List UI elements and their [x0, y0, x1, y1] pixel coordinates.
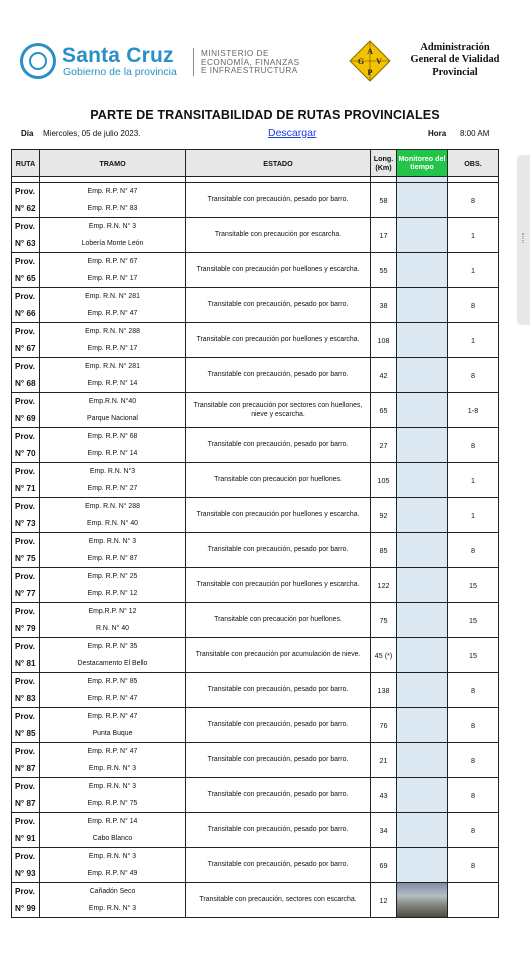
length-cell: 92: [371, 498, 397, 533]
segment-cell: Emp. R.N. N° 3 Emp. R.P. N° 75: [40, 778, 186, 813]
segment-cell: Emp. R.P. N° 47 Emp. R.P. N° 83: [40, 183, 186, 218]
route-cell: Prov. N° 93: [12, 848, 40, 883]
length-cell: 76: [371, 708, 397, 743]
weather-monitor-cell: [397, 463, 448, 498]
status-cell: Transitable con precaución, pesado por barro.: [186, 358, 371, 393]
header-divider: [193, 48, 194, 76]
status-cell: Transitable con precaución, sectores con escarcha.: [186, 883, 371, 918]
weather-monitor-cell: [397, 743, 448, 778]
observation-cell: 15: [448, 638, 499, 673]
length-cell: 58: [371, 183, 397, 218]
agvp-letter-p: P: [367, 68, 373, 77]
observation-cell: 15: [448, 603, 499, 638]
table-row: [12, 288, 499, 323]
length-cell: 45 (*): [371, 638, 397, 673]
observation-cell: [448, 883, 499, 918]
route-cell: Prov. N° 73: [12, 498, 40, 533]
table-header-row: [12, 150, 499, 177]
weather-camera-thumbnail[interactable]: [397, 883, 447, 917]
agvp-letter-a: A: [367, 47, 373, 56]
length-cell: 42: [371, 358, 397, 393]
table-row: [12, 673, 499, 708]
route-cell: Prov. N° 99: [12, 883, 40, 918]
table-row: [12, 393, 499, 428]
agvp-name: Administración General de Vialidad Provincial: [410, 42, 500, 78]
status-cell: Transitable con precaución por huellones.: [186, 463, 371, 498]
header-ruta: RUTA: [12, 150, 40, 177]
weather-monitor-cell: [397, 358, 448, 393]
segment-cell: Emp. R.N. N° 3 Emp. R.P. N° 49: [40, 848, 186, 883]
time-label: Hora: [428, 129, 447, 138]
status-cell: Transitable con precaución por huellones.: [186, 603, 371, 638]
weather-monitor-cell: [397, 428, 448, 463]
route-cell: Prov. N° 70: [12, 428, 40, 463]
length-cell: 17: [371, 218, 397, 253]
observation-cell: 1: [448, 323, 499, 358]
segment-cell: Emp. R.N. N° 281 Emp. R.P. N° 14: [40, 358, 186, 393]
santa-cruz-brand: Santa Cruz: [62, 44, 174, 67]
weather-monitor-cell[interactable]: [397, 883, 448, 918]
table-row: [12, 813, 499, 848]
segment-cell: Emp. R.P. N° 67 Emp. R.P. N° 17: [40, 253, 186, 288]
status-cell: Transitable con precaución por huellones y escarcha.: [186, 498, 371, 533]
weather-monitor-cell: [397, 568, 448, 603]
segment-cell: Emp. R.P. N° 47 Emp. R.N. N° 3: [40, 743, 186, 778]
segment-cell: Emp. R.N. N° 288 Emp. R.N. N° 40: [40, 498, 186, 533]
segment-cell: Emp. R.P. N° 68 Emp. R.P. N° 14: [40, 428, 186, 463]
route-cell: Prov. N° 79: [12, 603, 40, 638]
status-cell: Transitable con precaución, pesado por barro.: [186, 848, 371, 883]
observation-cell: 8: [448, 673, 499, 708]
observation-cell: 8: [448, 428, 499, 463]
weather-monitor-cell: [397, 638, 448, 673]
table-row: [12, 533, 499, 568]
weather-monitor-cell: [397, 848, 448, 883]
observation-cell: 8: [448, 708, 499, 743]
route-cell: Prov. N° 87: [12, 743, 40, 778]
weather-monitor-cell: [397, 323, 448, 358]
time-value: 8:00 AM: [460, 129, 490, 138]
header-tramo: TRAMO: [40, 150, 186, 177]
route-cell: Prov. N° 66: [12, 288, 40, 323]
table-row: [12, 498, 499, 533]
table-row: [12, 568, 499, 603]
route-cell: Prov. N° 71: [12, 463, 40, 498]
route-cell: Prov. N° 62: [12, 183, 40, 218]
observation-cell: 8: [448, 848, 499, 883]
table-row: [12, 638, 499, 673]
length-cell: 108: [371, 323, 397, 358]
length-cell: 43: [371, 778, 397, 813]
route-cell: Prov. N° 85: [12, 708, 40, 743]
observation-cell: 8: [448, 813, 499, 848]
table-row: [12, 183, 499, 218]
weather-monitor-cell: [397, 393, 448, 428]
weather-monitor-cell: [397, 218, 448, 253]
status-cell: Transitable con precaución por escarcha.: [186, 218, 371, 253]
segment-cell: Emp. R.N. N° 288 Emp. R.P. N° 17: [40, 323, 186, 358]
header-estado: ESTADO: [186, 150, 371, 177]
table-row: [12, 253, 499, 288]
observation-cell: 8: [448, 288, 499, 323]
segment-cell: Emp. R.P. N° 25 Emp. R.P. N° 12: [40, 568, 186, 603]
length-cell: 122: [371, 568, 397, 603]
weather-monitor-cell: [397, 183, 448, 218]
table-row: [12, 778, 499, 813]
status-cell: Transitable con precaución por huellones y escarcha.: [186, 253, 371, 288]
table-row: [12, 428, 499, 463]
length-cell: 85: [371, 533, 397, 568]
status-cell: Transitable con precaución por huellones y escarcha.: [186, 568, 371, 603]
route-cell: Prov. N° 69: [12, 393, 40, 428]
scrollbar-handle[interactable]: [517, 155, 530, 325]
route-cell: Prov. N° 83: [12, 673, 40, 708]
length-cell: 21: [371, 743, 397, 778]
weather-monitor-cell: [397, 603, 448, 638]
weather-monitor-cell: [397, 288, 448, 323]
status-cell: Transitable con precaución, pesado por barro.: [186, 778, 371, 813]
observation-cell: 1: [448, 253, 499, 288]
observation-cell: 8: [448, 743, 499, 778]
weather-monitor-cell: [397, 778, 448, 813]
date-label: Día: [21, 129, 34, 138]
agvp-diamond-logo-icon: [349, 40, 391, 82]
observation-cell: 1: [448, 463, 499, 498]
length-cell: 138: [371, 673, 397, 708]
route-cell: Prov. N° 67: [12, 323, 40, 358]
segment-cell: Emp. R.N. N° 3 Lobería Monte León: [40, 218, 186, 253]
segment-cell: Emp. R.P. N° 35 Destacamento El Bello: [40, 638, 186, 673]
observation-cell: 1: [448, 218, 499, 253]
observation-cell: 15: [448, 568, 499, 603]
route-cell: Prov. N° 87: [12, 778, 40, 813]
table-row: [12, 323, 499, 358]
length-cell: 38: [371, 288, 397, 323]
length-cell: 12: [371, 883, 397, 918]
status-cell: Transitable con precaución, pesado por barro.: [186, 743, 371, 778]
download-link[interactable]: Descargar: [268, 127, 317, 139]
table-row: [12, 743, 499, 778]
length-cell: 75: [371, 603, 397, 638]
status-cell: Transitable con precaución, pesado por barro.: [186, 288, 371, 323]
segment-cell: Cañadón Seco Emp. R.N. N° 3: [40, 883, 186, 918]
observation-cell: 8: [448, 358, 499, 393]
table-row: [12, 603, 499, 638]
date-value: Miercoles, 05 de julio 2023.: [43, 129, 141, 138]
table-row: [12, 358, 499, 393]
ministry-name: MINISTERIO DE ECONOMÍA, FINANZAS E INFRAESTRUCTURA: [201, 49, 300, 76]
santa-cruz-emblem-icon: [20, 43, 56, 79]
agvp-letter-g: G: [357, 57, 365, 66]
segment-cell: Emp.R.N. N°40 Parque Nacional: [40, 393, 186, 428]
status-cell: Transitable con precaución, pesado por barro.: [186, 428, 371, 463]
segment-cell: Emp. R.P. N° 14 Cabo Blanco: [40, 813, 186, 848]
weather-monitor-cell: [397, 708, 448, 743]
status-cell: Transitable con precaución por sectores con huellones, nieve y escarcha.: [186, 393, 371, 428]
table-row: [12, 218, 499, 253]
segment-cell: Emp.R.P. N° 12 R.N. N° 40: [40, 603, 186, 638]
route-cell: Prov. N° 91: [12, 813, 40, 848]
weather-monitor-cell: [397, 253, 448, 288]
agvp-letter-v: V: [376, 57, 382, 66]
length-cell: 34: [371, 813, 397, 848]
status-cell: Transitable con precaución por huellones y escarcha.: [186, 323, 371, 358]
length-cell: 65: [371, 393, 397, 428]
observation-cell: 1: [448, 498, 499, 533]
header-monitoreo: Monitoreo del tiempo: [397, 150, 448, 177]
weather-monitor-cell: [397, 498, 448, 533]
route-cell: Prov. N° 68: [12, 358, 40, 393]
document-title: PARTE DE TRANSITABILIDAD DE RUTAS PROVINCIALES: [90, 108, 440, 122]
status-cell: Transitable con precaución, pesado por barro.: [186, 183, 371, 218]
length-cell: 27: [371, 428, 397, 463]
header-obs: OBS.: [448, 150, 499, 177]
observation-cell: 8: [448, 778, 499, 813]
table-row: [12, 883, 499, 918]
route-cell: Prov. N° 75: [12, 533, 40, 568]
length-cell: 105: [371, 463, 397, 498]
route-cell: Prov. N° 81: [12, 638, 40, 673]
weather-monitor-cell: [397, 673, 448, 708]
route-cell: Prov. N° 77: [12, 568, 40, 603]
table-row: [12, 708, 499, 743]
segment-cell: Emp. R.N. N° 281 Emp. R.P. N° 47: [40, 288, 186, 323]
header-km: Long. (Km): [371, 150, 397, 177]
status-cell: Transitable con precaución, pesado por barro.: [186, 813, 371, 848]
weather-monitor-cell: [397, 533, 448, 568]
observation-cell: 8: [448, 183, 499, 218]
weather-monitor-cell: [397, 813, 448, 848]
segment-cell: Emp. R.N. N°3 Emp. R.P. N° 27: [40, 463, 186, 498]
status-cell: Transitable con precaución, pesado por barro.: [186, 708, 371, 743]
table-row: [12, 848, 499, 883]
length-cell: 55: [371, 253, 397, 288]
route-cell: Prov. N° 63: [12, 218, 40, 253]
route-cell: Prov. N° 65: [12, 253, 40, 288]
observation-cell: 1-8: [448, 393, 499, 428]
status-cell: Transitable con precaución, pesado por barro.: [186, 673, 371, 708]
routes-table: [11, 149, 499, 918]
segment-cell: Emp. R.N. N° 3 Emp. R.P. N° 87: [40, 533, 186, 568]
length-cell: 69: [371, 848, 397, 883]
status-cell: Transitable con precaución, pesado por barro.: [186, 533, 371, 568]
page-header: [0, 0, 530, 100]
segment-cell: Emp. R.P. N° 47 Punta Buque: [40, 708, 186, 743]
status-cell: Transitable con precaución por acumulación de nieve.: [186, 638, 371, 673]
segment-cell: Emp. R.P. N° 85 Emp. R.P. N° 47: [40, 673, 186, 708]
table-row: [12, 463, 499, 498]
observation-cell: 8: [448, 533, 499, 568]
santa-cruz-subtitle: Gobierno de la provincia: [63, 66, 177, 78]
